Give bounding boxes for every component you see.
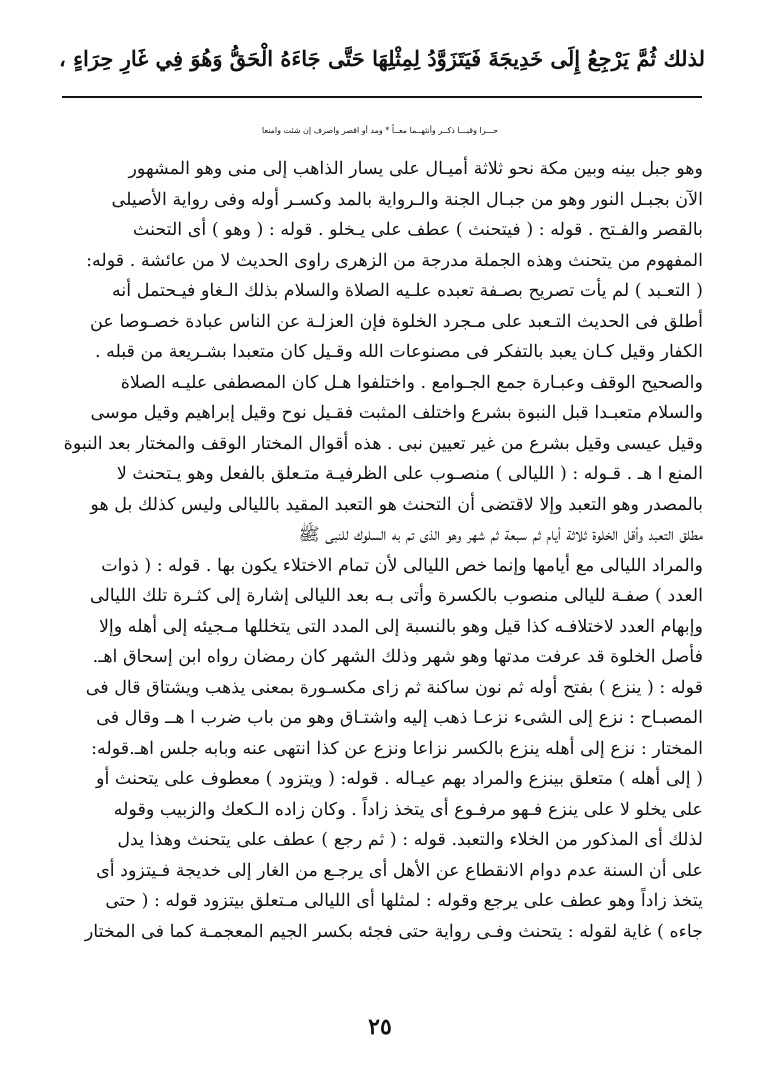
text-line: على أن السنة عدم دوام الانقطاع عن الأهل أى يرجـع من الغار إلى خديجة فـيتزود أى xyxy=(96,860,703,881)
text-line: ( التعـبد ) لم يأت تصريح بصـفة تعبده علـيه الصلاة والسلام بذلك الـغاو فيـحتمل أنه xyxy=(112,281,703,301)
text-line: العدد ) صفـة لليالى منصوب بالكسرة وأتى بـه بعد الليالى إشارة إلى كثـرة تلك الليالى xyxy=(89,586,703,606)
text-line: الآن بجبـل النور وهو من جبـال الجنة والـرواية بالمد وكسـر أوله وفى رواية الأصيلى xyxy=(111,189,703,210)
text-line: على يخلو لا على ينزع فـهو مرفـوع أى يتخذ زاداً . وكان زاده الـكعك والزبيب وقوله xyxy=(113,799,703,820)
text-line: والصحيح الوقف وعبـارة جمع الجـوامع . واختلفوا هـل كان المصطفى عليـه الصلاة xyxy=(120,372,703,393)
text-line: المفهوم من يتحنث وهذه الجملة مدرجة من الزهرى راوى الحديث لا من عائشة . قوله: xyxy=(86,250,703,271)
text-line: وقيل عيسى وقيل بشرع من غير تعيين نبى . هذه أقوال المختار الوقف والمختار بعد النبوة xyxy=(63,433,703,454)
text-line: ( إلى أهله ) متعلق بينزع والمراد بهم عيـاله . قوله: ( ويتزود ) معطوف على يتحنث أو xyxy=(96,769,703,789)
text-line: المصبـاح : نزع إلى الشىء نزعـا ذهب إليه واشتـاق وهو من باب ضرب ا هــ وقال فى xyxy=(96,708,703,728)
text-line: لذلك أى المذكور من الخلاء والتعبد. قوله : ( ثم رجع ) عطف على يتحنث وهذا يدل xyxy=(117,830,703,850)
text-line: أطلق فى الحديث التـعبد على مـجرد الخلوة فإن العزلـة عن الناس عبادة خصـوصا عن xyxy=(90,311,703,332)
text-line: المنع ا هـ . قـوله : ( الليالى ) منصـوب على الظرفيـة متـعلق بالفعل وهو يـتحنث لا xyxy=(116,464,703,484)
text-line: الكفار وقيل كـان يعبد بالتفكر فى مصنوعات الله وقـيل كان متعبدا بشـريعة من قبله . xyxy=(94,342,703,362)
text-line: يتخذ زاداً وهو عطف على يرجع وقوله : لمثلها أى الليالى مـتعلق بيتزود قوله : ( حتى xyxy=(105,891,703,911)
text-line: وإبهام العدد لاختلافـه كذا قيل وهو بالنسبة إلى المدد التى يتخللها مـجيئه إلى أهله وإلا xyxy=(98,616,703,637)
text-line: قوله : ( ينزع ) بفتح أوله ثم نون ساكنة ثم زاى مكسـورة بمعنى يذهب ويشتاق قال فى xyxy=(85,677,703,698)
text-line: والسلام متعبـدا قبل النبوة بشرع واختلف المثبت فقـيل نوح وقيل إبراهيم وقيل موسى xyxy=(90,403,703,423)
text-line: وهو جبل بينه وبين مكة نحو ثلاثة أميـال على يسار الذاهب إلى منى وهو المشهور xyxy=(128,159,703,179)
text-line: والمراد الليالى مع أيامها وإنما خص الليالى لأن تمام الاختلاء يكون بها . قوله : ( ذوات xyxy=(101,555,703,576)
header-divider xyxy=(62,96,702,98)
text-line: بالمصدر وهو التعبد وإلا لاقتضى أن التحنث هو التعبد المقيد بالليالى وليس كذلك بل هو xyxy=(90,494,703,515)
text-line: المختار : نزع إلى أهله ينزع بالكسر نزاعا ونزع عن كذا انتهى عنه وبابه جلس اهـ.قوله: xyxy=(91,738,703,759)
hadith-header-text: لذلك ثُمَّ يَرْجِعُ إِلَى خَدِيجَةَ فَيَتَزَوَّدُ لِمِثْلِهَا حَتَّى جَاءَهُ الْحَقُّ وَهُوَ فِي غَارِ حِرَاءٍ ، xyxy=(59,46,705,71)
text-line: مطلق التعبد وأقل الخلوة ثلاثة أيام ثم سبعة ثم شهر وهو الذى تم به السلوك للنبى ﷺ xyxy=(298,525,703,545)
text-line: بالقصر والفـتح . قوله : ( فيتحنث ) عطف على يـخلو . قوله : ( وهو ) أى التحنث xyxy=(132,220,703,240)
poem-verse: حـــرا وقبـــا ذكــر وأنثهــما معــاً * ومد أو اقصر واصرف إن شئت وامنعا xyxy=(261,126,499,135)
commentary-body xyxy=(60,154,703,947)
text-line: جاءه ) غاية لقوله : يتحنث وفـى رواية حتى فجئه بكسر الجيم المعجمـة كما فى المختار xyxy=(84,921,703,942)
text-line: فأصل الخلوة قد عرفت مدتها وهو شهر وذلك الشهر كان رمضان رواه ابن إسحاق اهـ. xyxy=(92,647,703,667)
page-number: ٢٥ xyxy=(368,1014,392,1040)
